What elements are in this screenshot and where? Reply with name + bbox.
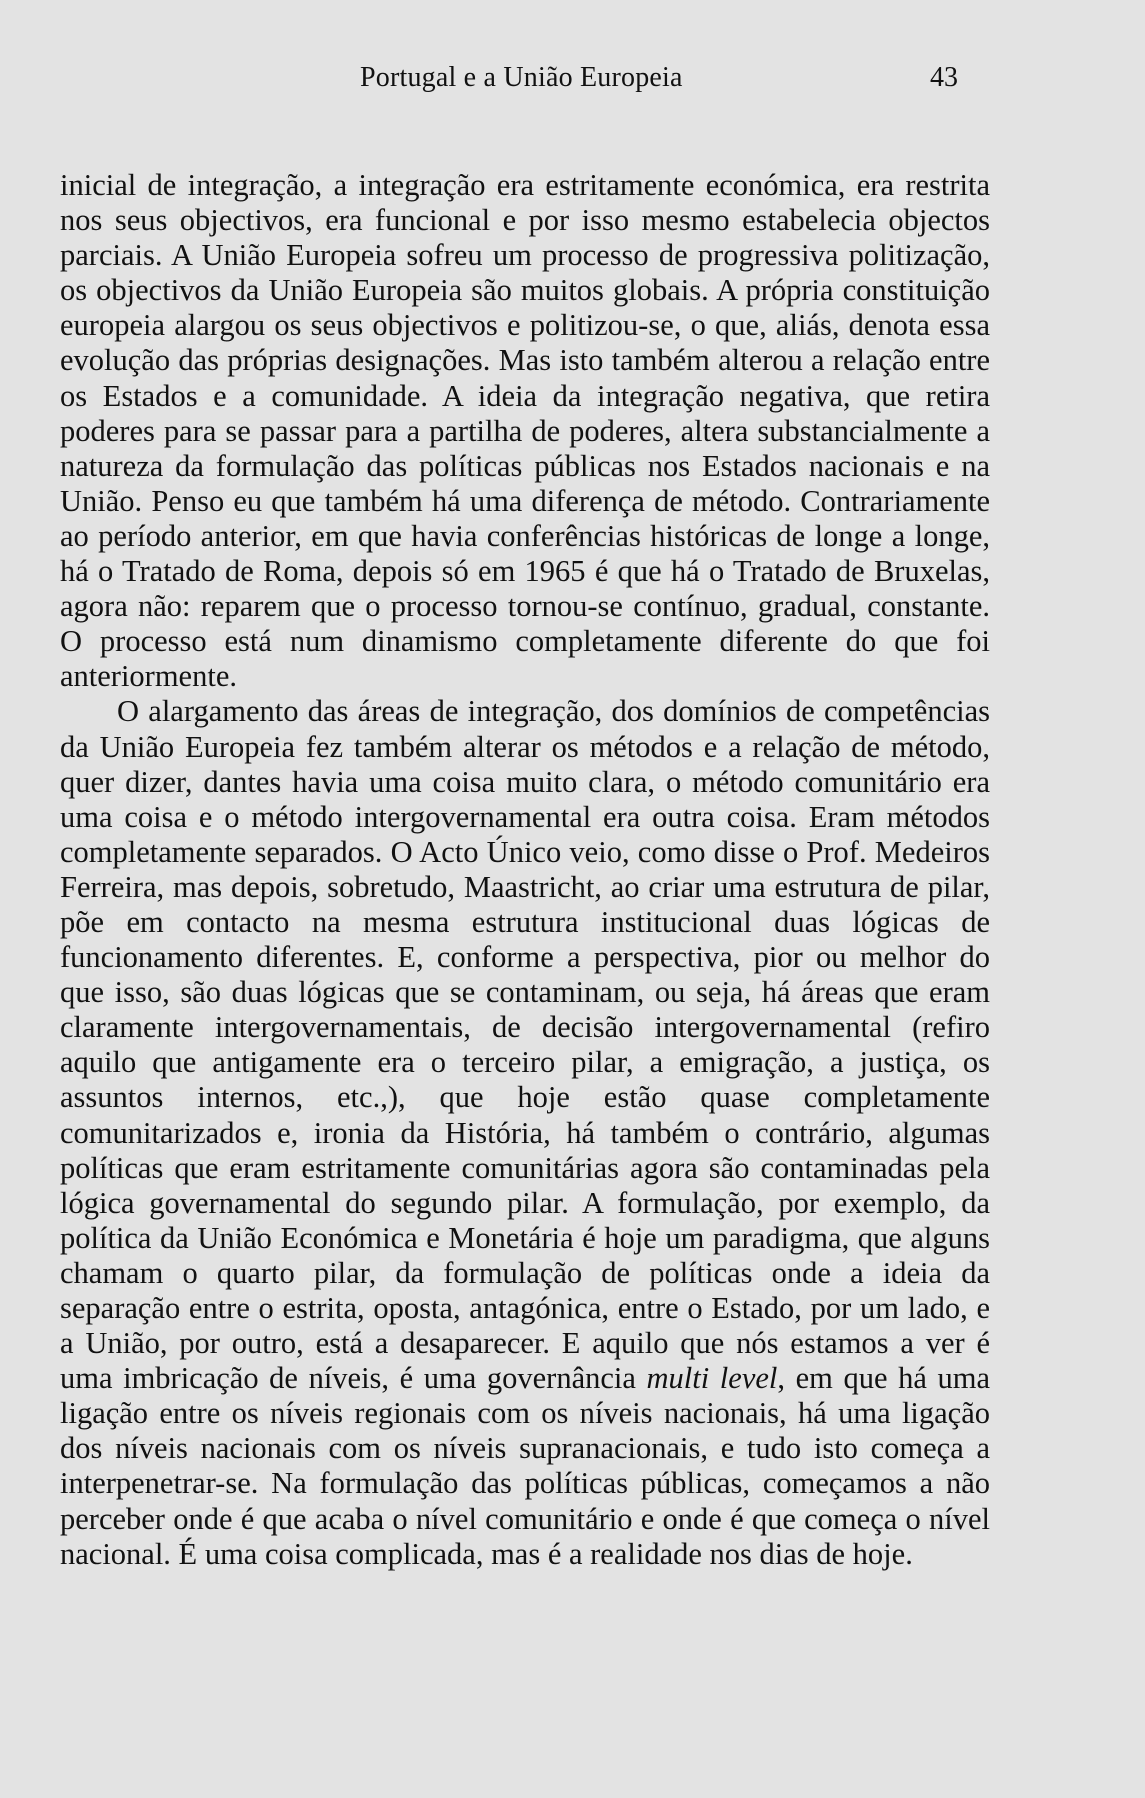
body-text	[60, 168, 990, 1572]
paragraph	[60, 168, 990, 694]
paragraph-text: , em que há uma ligação entre os níveis regionais com os níveis nacionais, há uma ligação dos níveis nacionais com os níveis supranacionais, e tudo isto começa a interpenetrar-se. Na formulação das políticas públicas, começamos a não perceber onde é que acaba o nível comunitário e onde é que começa o nível nacional. É uma coisa complicada, mas é a realidade nos dias de hoje.	[60, 1361, 990, 1571]
paragraph-text: inicial de integração, a integração era estritamente económica, era restrita nos seus objectivos, era funcional e por isso mesmo estabelecia objectos parciais. A União Europeia sofreu um processo de progressiva politização, os objectivos da União Europeia são muitos globais. A própria constituição europeia alargou os seus objectivos e politizou-se, o que, aliás, denota essa evolução das próprias designações. Mas isto também alterou a relação entre os Estados e a comunidade. A ideia da integração negativa, que retira poderes para se passar para a partilha de poderes, altera substancialmente a natureza da formulação das políticas públicas nos Estados nacionais e na União. Penso eu que também há uma diferença de método. Contrariamente ao período anterior, em que havia conferências históricas de longe a longe, há o Tratado de Roma, depois só em 1965 é que há o Tratado de Bruxelas, agora não: reparem que o processo tornou-se contínuo, gradual, constante. O processo está num dinamismo completamente diferente do que foi anteriormente.	[60, 168, 990, 694]
paragraph	[60, 694, 990, 1571]
running-header	[0, 62, 1145, 122]
italic-term: multi level	[646, 1361, 778, 1396]
page-number: 43	[930, 62, 958, 93]
running-title: Portugal e a União Europeia	[360, 62, 683, 93]
paragraph-text: O alargamento das áreas de integração, dos domínios de competências da União Europeia fez também alterar os métodos e a relação de método, quer dizer, dantes havia uma coisa muito clara, o método comunitário era uma coisa e o método intergovernamental era outra coisa. Eram métodos completamente separados. O Acto Único veio, como disse o Prof. Medeiros Ferreira, mas depois, sobretudo, Maastricht, ao criar uma estrutura de pilar, põe em contacto na mesma estrutura institucional duas lógicas de funcionamento diferentes. E, conforme a perspectiva, pior ou melhor do que isso, são duas lógicas que se contaminam, ou seja, há áreas que eram claramente intergovernamentais, de decisão intergovernamental (refiro aquilo que antigamente era o terceiro pilar, a emigração, a justiça, os assuntos internos, etc.,), que hoje estão quase completamente comunitarizados e, ironia da História, há também o contrário, algumas políticas que eram estritamente comunitárias agora são contaminadas pela lógica governamental do segundo pilar. A formulação, por exemplo, da política da União Económica e Monetária é hoje um paradigma, que alguns chamam o quarto pilar, da formulação de políticas onde a ideia da separação entre o estrita, oposta, antagónica, entre o Estado, por um lado, e a União, por outro, está a desaparecer. E aquilo que nós estamos a ver é uma imbricação de níveis, é uma governância	[60, 694, 990, 1396]
